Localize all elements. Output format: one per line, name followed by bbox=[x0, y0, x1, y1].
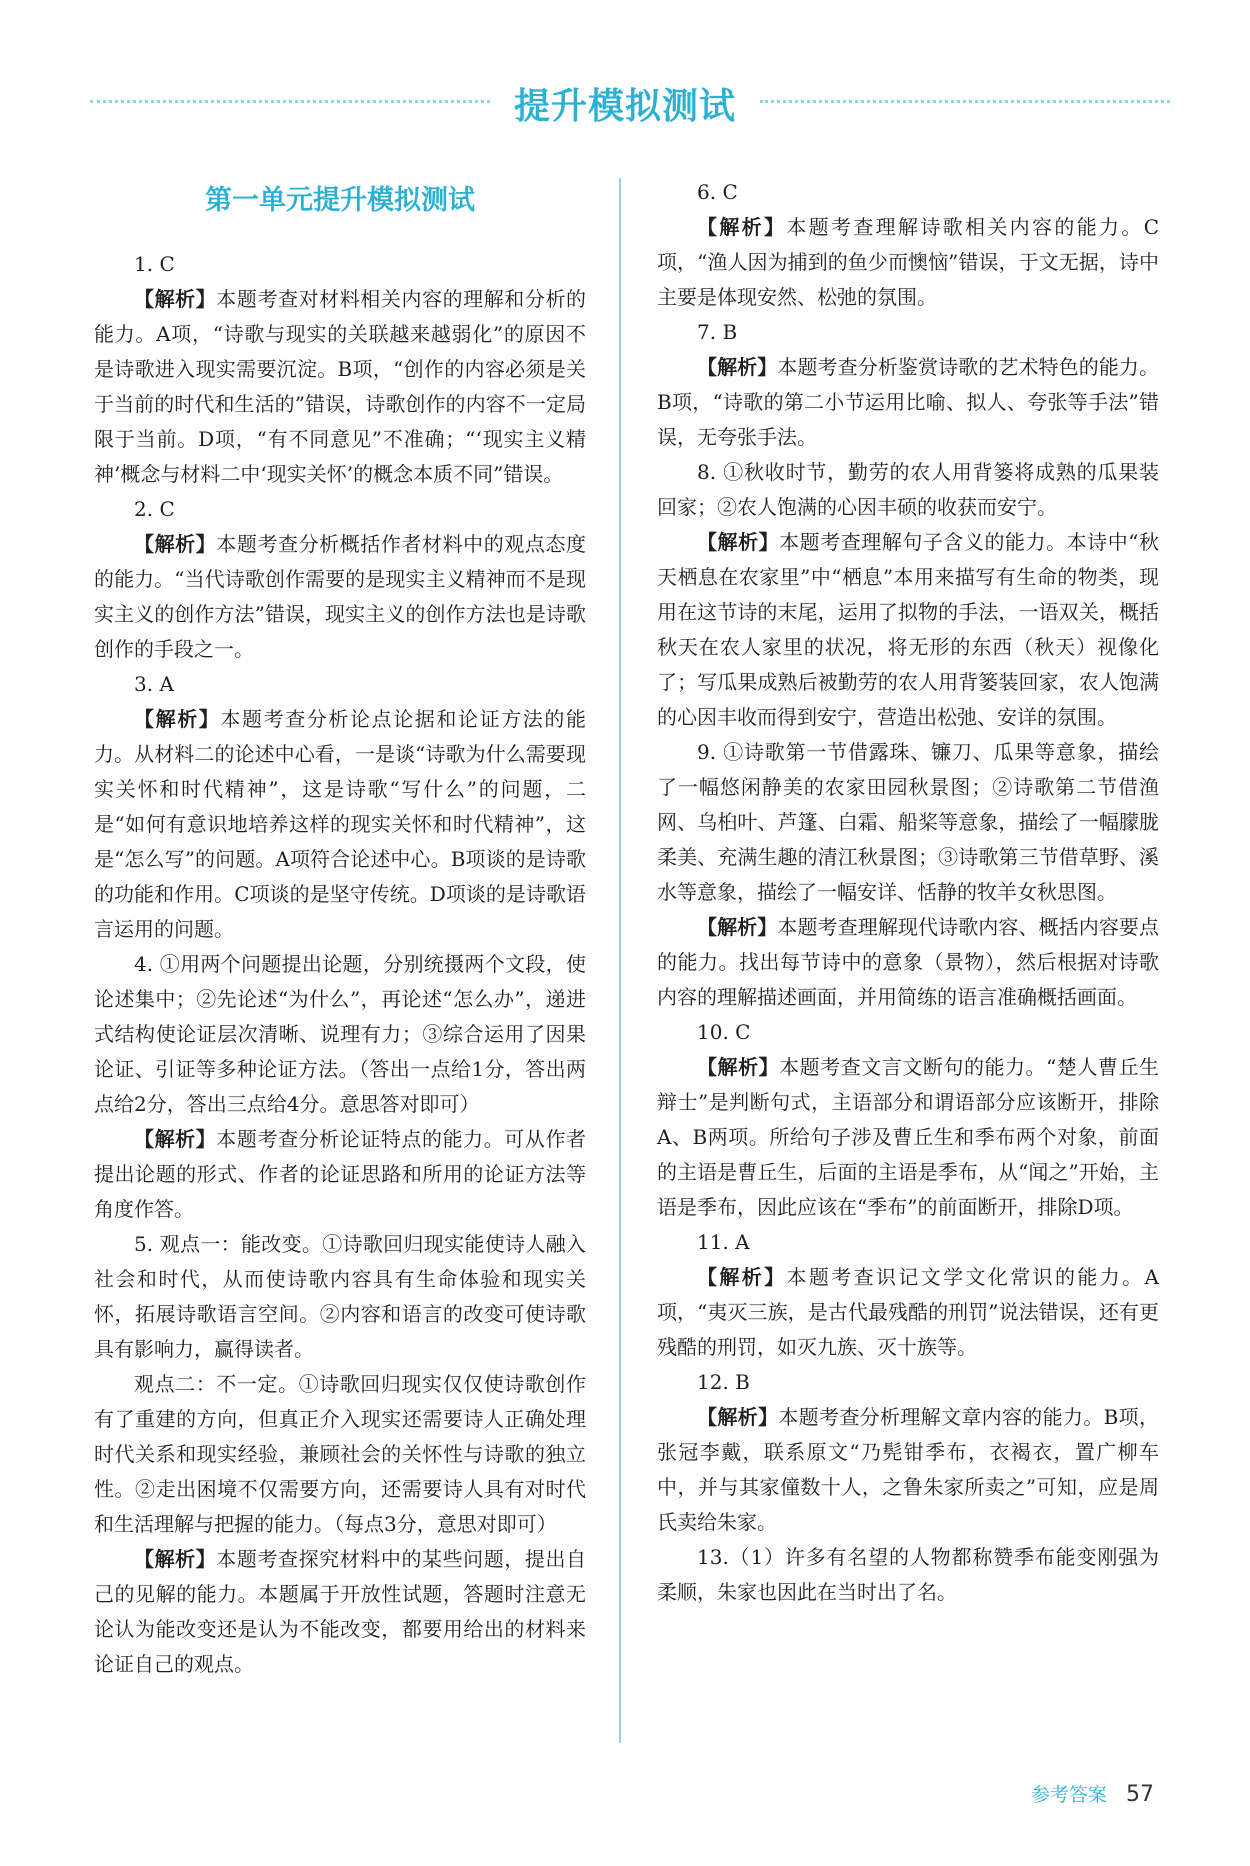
paragraph-text: 6. C bbox=[697, 180, 738, 204]
paragraph-text: 本题考查分析论点论据和论证方法的能力。从材料二的论述中心看，一是谈“诗歌为什么需要现实关怀和时代精神”，这是诗歌“写什么”的问题，二是“如何有意识地培养这样的现实关怀和时代精神”，这是“怎么写”的问题。A项符合论述中心。B项谈的是诗歌的功能和作用。C项谈的是坚守传统。D项谈的是诗歌语言运用的问题。 bbox=[94, 707, 587, 941]
answer-paragraph bbox=[657, 175, 1159, 210]
right-column bbox=[657, 175, 1159, 1610]
paragraph-text: 8. ①秋收时节，勤劳的农人用背篓将成熟的瓜果装回家；②农人饱满的心因丰硕的收获而安宁。 bbox=[657, 460, 1159, 519]
analysis-paragraph bbox=[94, 527, 586, 667]
analysis-paragraph bbox=[657, 210, 1159, 315]
paragraph-text: 1. C bbox=[134, 252, 175, 276]
analysis-tag: 【解析】 bbox=[697, 355, 778, 379]
paragraph-text: 11. A bbox=[697, 1230, 750, 1254]
answer-paragraph bbox=[657, 315, 1159, 350]
analysis-tag: 【解析】 bbox=[697, 215, 787, 239]
section-title: 第一单元提升模拟测试 bbox=[205, 185, 475, 216]
paragraph-text: 本题考查理解现代诗歌内容、概括内容要点的能力。找出每节诗中的意象（景物），然后根据对诗歌内容的理解描述画面，并用简练的语言准确概括画面。 bbox=[657, 915, 1160, 1009]
answer-paragraph bbox=[657, 1540, 1159, 1610]
analysis-paragraph bbox=[94, 282, 586, 492]
answer-paragraph bbox=[94, 1367, 586, 1542]
page-header bbox=[80, 78, 1170, 128]
analysis-paragraph bbox=[657, 350, 1159, 455]
answer-paragraph bbox=[657, 1015, 1159, 1050]
answer-paragraph bbox=[657, 455, 1159, 525]
analysis-tag: 【解析】 bbox=[134, 707, 221, 731]
paragraph-text: 5. 观点一：能改变。①诗歌回归现实能使诗人融入社会和时代，从而使诗歌内容具有生命体验和现实关怀，拓展诗歌语言空间。②内容和语言的改变可使诗歌具有影响力，赢得读者。 bbox=[94, 1232, 586, 1361]
analysis-paragraph bbox=[657, 1400, 1159, 1540]
analysis-paragraph bbox=[94, 1542, 586, 1682]
page-title: 提升模拟测试 bbox=[513, 86, 736, 127]
paragraph-text: 本题考查文言文断句的能力。“楚人曹丘生辩士”是判断句式，主语部分和谓语部分应该断开，排除A、B两项。所给句子涉及曹丘生和季布两个对象，前面的主语是曹丘生，后面的主语是季布，从“闻之”开始，主语是季布，因此应该在“季布”的前面断开，排除D项。 bbox=[657, 1055, 1159, 1219]
answer-paragraph bbox=[94, 667, 586, 702]
analysis-tag: 【解析】 bbox=[134, 1547, 217, 1571]
paragraph-text: 4. ①用两个问题提出论题，分别统摄两个文段，使论述集中；②先论述“为什么”，再论述“怎么办”，递进式结构使论证层次清晰、说理有力；③综合运用了因果论证、引证等多种论证方法。（答出一点给1分，答出两点给2分，答出三点给4分。意思答对即可） bbox=[94, 952, 586, 1116]
answer-paragraph bbox=[94, 247, 586, 282]
footer-label: 参考答案 bbox=[1030, 1784, 1107, 1806]
answer-paragraph bbox=[657, 1225, 1159, 1260]
paragraph-text: 本题考查分析鉴赏诗歌的艺术特色的能力。B项，“诗歌的第二小节运用比喻、拟人、夸张等手法”错误，无夸张手法。 bbox=[657, 355, 1160, 449]
paragraph-text: 本题考查理解句子含义的能力。本诗中“秋天栖息在农家里”中“栖息”本用来描写有生命的物类，现用在这节诗的末尾，运用了拟物的手法，一语双关，概括秋天在农人家里的状况，将无形的东西（秋天）视像化了；写瓜果成熟后被勤劳的农人用背篓装回家，农人饱满的心因丰收而得到安宁，营造出松弛、安详的氛围。 bbox=[657, 530, 1159, 729]
paragraph-text: 12. B bbox=[697, 1370, 750, 1394]
paragraph-text: 本题考查分析论证特点的能力。可从作者提出论题的形式、作者的论证思路和所用的论证方法等角度作答。 bbox=[94, 1127, 587, 1221]
analysis-paragraph bbox=[657, 1050, 1159, 1225]
left-column-body bbox=[94, 247, 586, 1682]
page-number: 57 bbox=[1126, 1782, 1154, 1807]
answer-paragraph bbox=[94, 492, 586, 527]
answer-paragraph bbox=[657, 1365, 1159, 1400]
paragraph-text: 本题考查探究材料中的某些问题，提出自己的见解的能力。本题属于开放性试题，答题时注意无论认为能改变还是认为不能改变，都要用给出的材料来论证自己的观点。 bbox=[94, 1547, 587, 1676]
analysis-paragraph bbox=[94, 702, 586, 947]
paragraph-text: 7. B bbox=[697, 320, 738, 344]
analysis-tag: 【解析】 bbox=[697, 1265, 787, 1289]
answer-paragraph bbox=[94, 1227, 586, 1367]
analysis-tag: 【解析】 bbox=[697, 1405, 779, 1429]
analysis-tag: 【解析】 bbox=[134, 287, 217, 311]
analysis-paragraph bbox=[657, 910, 1159, 1015]
analysis-tag: 【解析】 bbox=[697, 530, 780, 554]
paragraph-text: 本题考查分析理解文章内容的能力。B项，张冠李戴，联系原文“乃髡钳季布，衣褐衣，置广柳车中，并与其家僮数十人，之鲁朱家所卖之”可知，应是周氏卖给朱家。 bbox=[657, 1405, 1159, 1534]
paragraph-text: 本题考查对材料相关内容的理解和分析的能力。A项，“诗歌与现实的关联越来越弱化”的原因不是诗歌进入现实需要沉淀。B项，“创作的内容必须是关于当前的时代和生活的”错误，诗歌创作的内容不一定局限于当前。D项，“有不同意见”不准确；“‘现实主义精神’概念与材料二中‘现实关怀’的概念本质不同”错误。 bbox=[94, 287, 587, 486]
analysis-tag: 【解析】 bbox=[134, 1127, 217, 1151]
column-divider bbox=[619, 178, 621, 1743]
page-footer bbox=[1031, 1780, 1154, 1807]
header-dotted-line-left bbox=[90, 100, 490, 103]
analysis-paragraph bbox=[657, 525, 1159, 735]
analysis-paragraph bbox=[94, 1122, 586, 1227]
analysis-paragraph bbox=[657, 1260, 1159, 1365]
paragraph-text: 10. C bbox=[697, 1020, 751, 1044]
analysis-tag: 【解析】 bbox=[697, 1055, 780, 1079]
header-dotted-line-right bbox=[760, 100, 1170, 103]
paragraph-text: 3. A bbox=[134, 672, 174, 696]
paragraph-text: 本题考查理解诗歌相关内容的能力。C项，“渔人因为捕到的鱼少而懊恼”错误，于文无据，诗中主要是体现安然、松弛的氛围。 bbox=[657, 215, 1159, 309]
paragraph-text: 本题考查识记文学文化常识的能力。A项，“夷灭三族，是古代最残酷的刑罚”说法错误，还有更残酷的刑罚，如灭九族、灭十族等。 bbox=[657, 1265, 1159, 1359]
answer-paragraph bbox=[657, 735, 1159, 910]
paragraph-text: 13.（1）许多有名望的人物都称赞季布能变刚强为柔顺，朱家也因此在当时出了名。 bbox=[657, 1545, 1159, 1604]
left-column bbox=[94, 178, 586, 1682]
right-column-body bbox=[657, 175, 1159, 1610]
analysis-tag: 【解析】 bbox=[134, 532, 217, 556]
paragraph-text: 2. C bbox=[134, 497, 175, 521]
answer-paragraph bbox=[94, 947, 586, 1122]
paragraph-text: 观点二：不一定。①诗歌回归现实仅仅使诗歌创作有了重建的方向，但真正介入现实还需要诗人正确处理时代关系和现实经验，兼顾社会的关怀性与诗歌的独立性。②走出困境不仅需要方向，还需要诗人具有对时代和生活理解与把握的能力。（每点3分，意思对即可） bbox=[94, 1372, 586, 1536]
paragraph-text: 9. ①诗歌第一节借露珠、镰刀、瓜果等意象，描绘了一幅悠闲静美的农家田园秋景图；②诗歌第二节借渔网、乌桕叶、芦篷、白霜、船桨等意象，描绘了一幅朦胧柔美、充满生趣的清江秋景图；③诗歌第三节借草野、溪水等意象，描绘了一幅安详、恬静的牧羊女秋思图。 bbox=[657, 740, 1159, 904]
analysis-tag: 【解析】 bbox=[697, 915, 778, 939]
paragraph-text: 本题考查分析概括作者材料中的观点态度的能力。“当代诗歌创作需要的是现实主义精神而不是现实主义的创作方法”错误，现实主义的创作方法也是诗歌创作的手段之一。 bbox=[94, 532, 587, 661]
